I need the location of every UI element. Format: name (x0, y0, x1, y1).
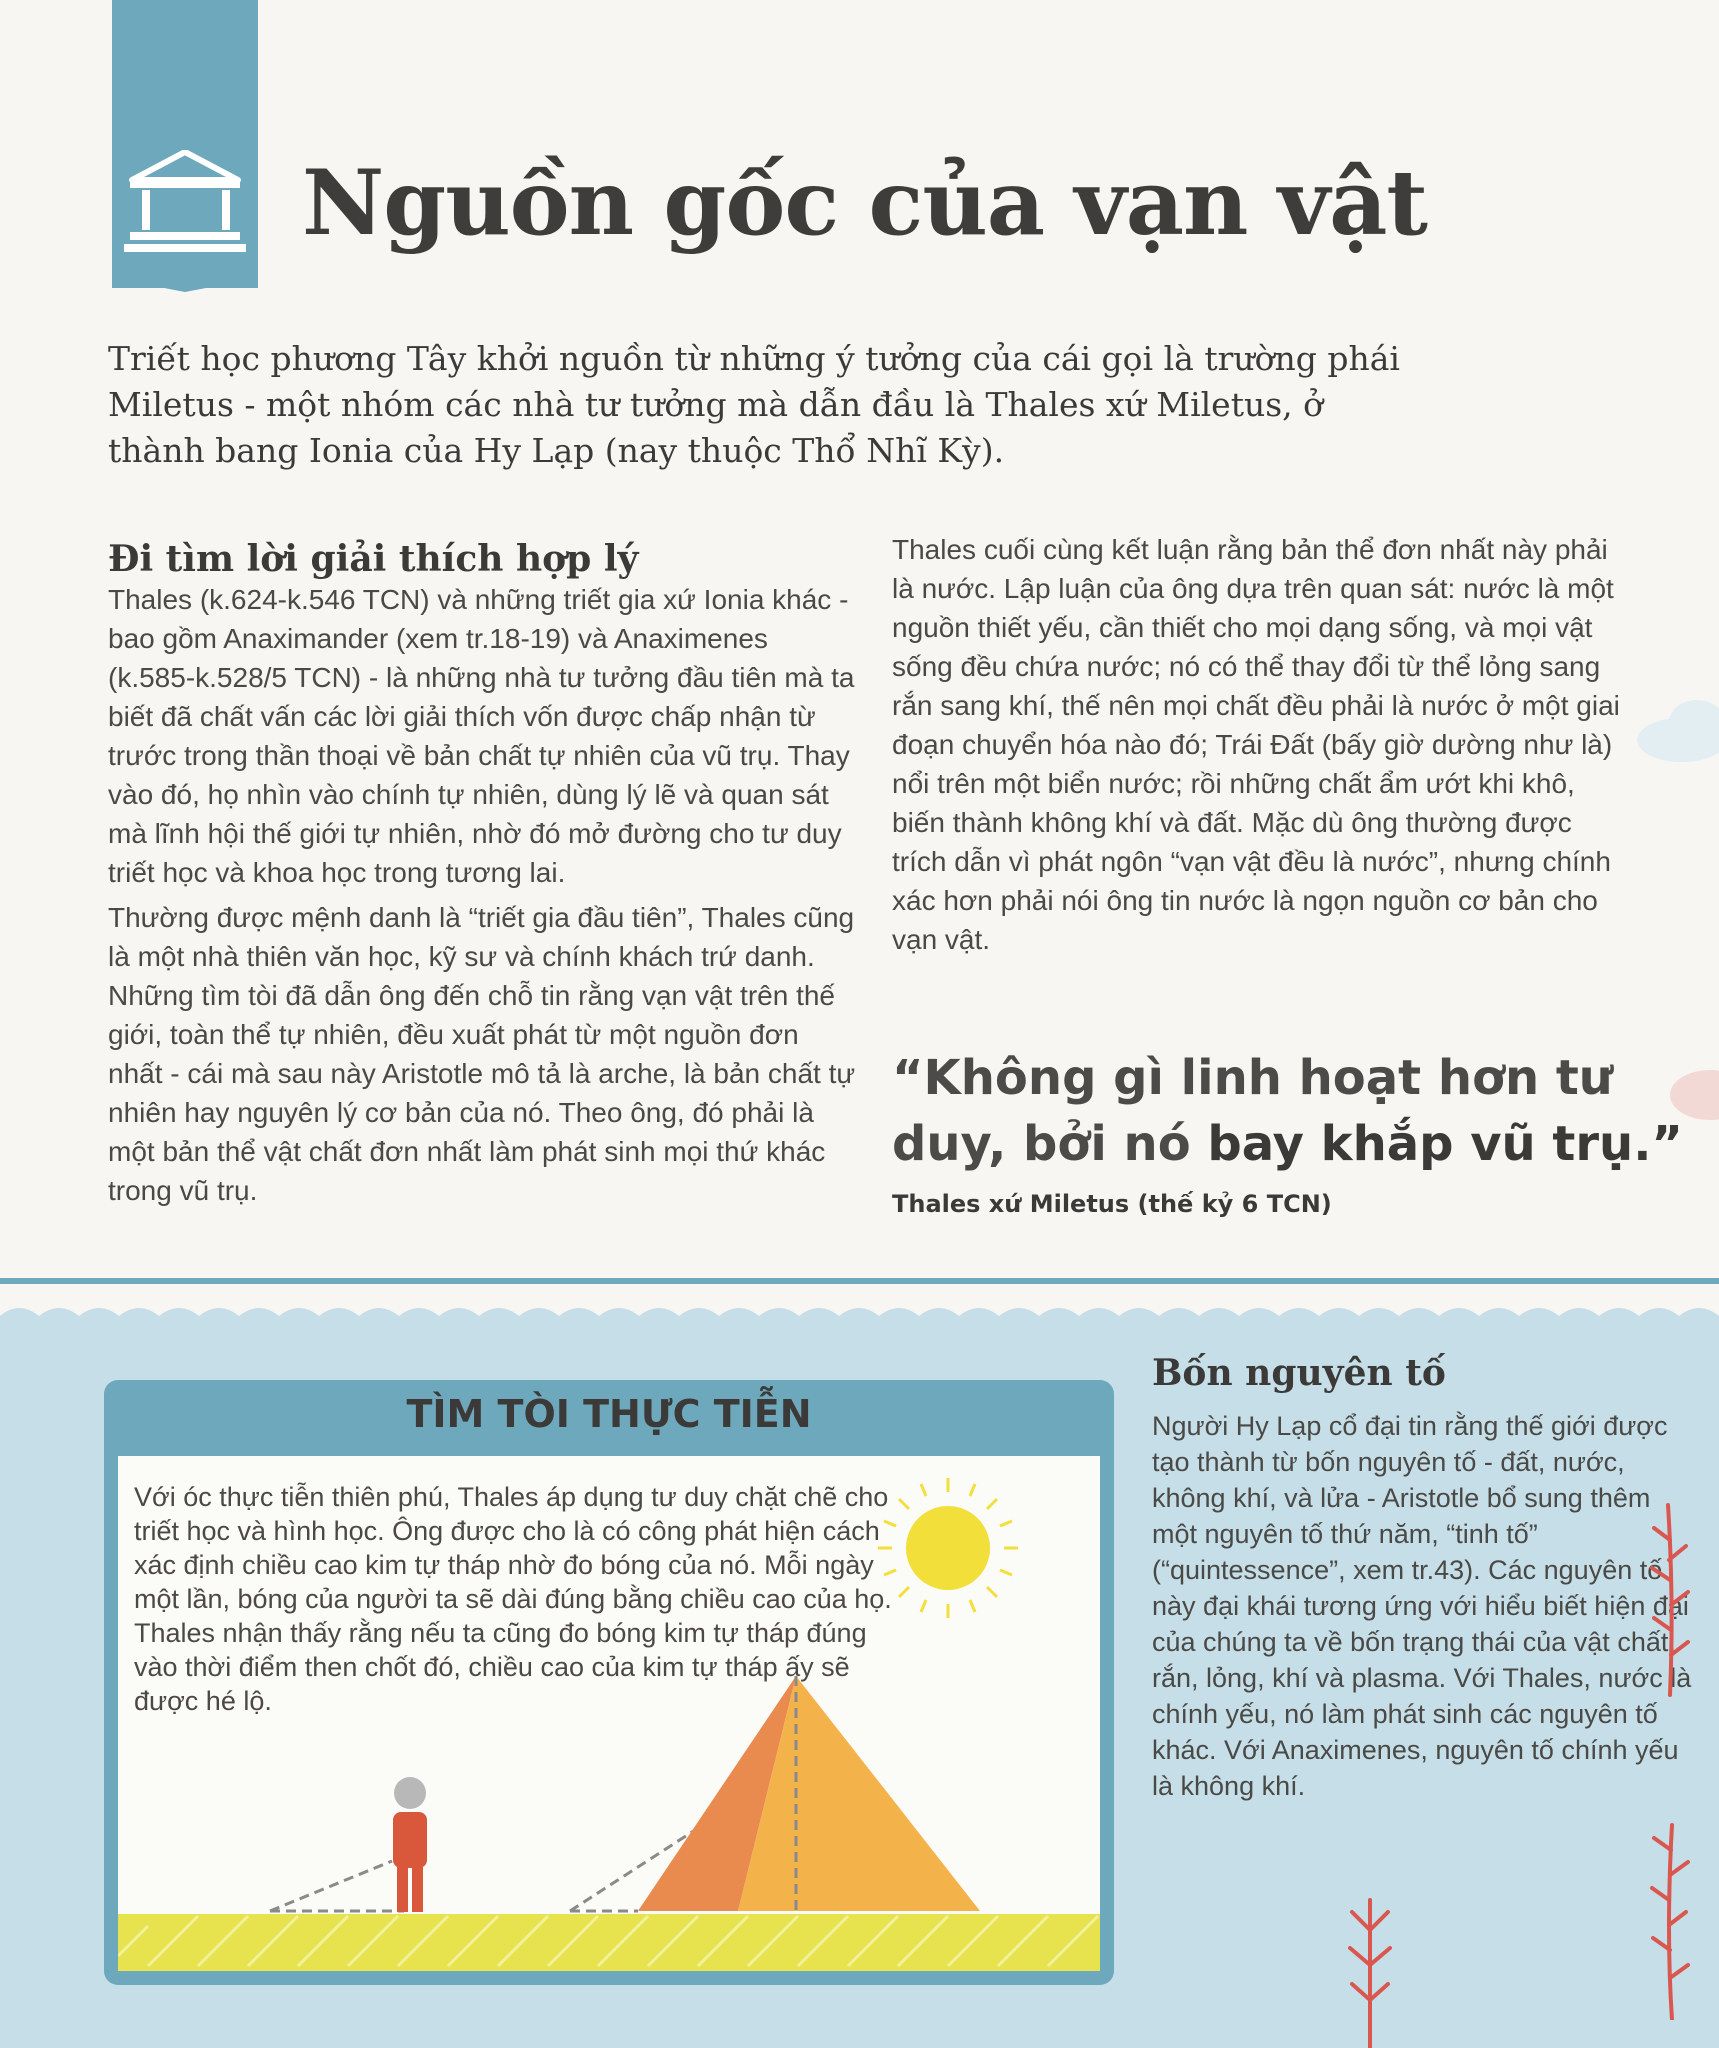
temple-icon (122, 150, 248, 258)
banner-notch (112, 268, 258, 294)
practical-box-title: TÌM TÒI THỰC TIỄN (406, 1392, 812, 1436)
body-paragraph-3: Thales cuối cùng kết luận rằng bản thể đơn nhất này phải là nước. Lập luận của ông dựa trên quan sát: nước là một nguồn thiết yếu, cần thiết cho mọi dạng sống, và mọi vật sống đều chứa nước; nó có thể thay đổi từ thể lỏng sang rắn sang khí, thế nên mọi chất đều phải là nước ở một giai đoạn chuyển hóa nào đó; Trái Đất (bấy giờ dường như là) nổi trên một biển nước; rồi những chất ẩm ướt khi khô, biến thành không khí và đất. Mặc dù ông thường được trích dẫn vì phát ngôn “vạn vật đều là nước”, nhưng chính xác hơn phải nói ông tin nước là ngọn nguồn cơ bản cho vạn vật. (892, 534, 1620, 955)
cloud-icon-2 (1660, 1050, 1719, 1130)
elements-text: Người Hy Lạp cổ đại tin rằng thế giới được tạo thành từ bốn nguyên tố - đất, nước, không khí, và lửa - Aristotle bổ sung thêm một nguyên tố thứ năm, “tinh tố” (“quintessence”, xem tr.43). Các nguyên tố này đại khái tương ứng với hiểu biết hiện đại của chúng ta về bốn trạng thái của vật chất: rắn, lỏng, khí và plasma. Với Thales, nước là chính yếu, nó làm phát sinh các nguyên tố khác. Với Anaximenes, nguyên tố chính yếu là không khí. (1152, 1411, 1692, 1801)
body-paragraph-1: Thales (k.624-k.546 TCN) và những triết gia xứ Ionia khác - bao gồm Anaximander (xem tr.18-19) và Anaximenes (k.585-k.528/5 TCN) - là những nhà tư tưởng đầu tiên mà ta biết đã chất vấn các lời giải thích vốn được chấp nhận từ trước trong thần thoại về bản chất tự nhiên của vũ trụ. Thay vào đó, họ nhìn vào chính tự nhiên, dùng lý lẽ và quan sát mà lĩnh hội thế giới tự nhiên, nhờ đó mở đường cho tư duy triết học và khoa học trong tương lai. (108, 584, 855, 888)
cloud-icon (1612, 690, 1719, 770)
wave-border (0, 1270, 1719, 1340)
pyramid-icon (638, 1676, 980, 1911)
quote-part-2: bay khắp vũ trụ.” (1207, 1116, 1683, 1172)
coral-icon (1640, 1500, 1700, 1700)
ground (118, 1914, 1100, 1971)
right-column (892, 530, 1632, 959)
section-heading: Đi tìm lời giải thích hợp lý (108, 538, 639, 580)
pull-quote (892, 1045, 1692, 1177)
elements-heading: Bốn nguyên tố (1152, 1352, 1446, 1394)
pyramid-illustration (118, 1456, 1100, 1971)
coral-icon-3 (1330, 1890, 1410, 2048)
intro-paragraph: Triết học phương Tây khởi nguồn từ những ý tưởng của cái gọi là trường phái Miletus - một nhóm các nhà tư tưởng mà dẫn đầu là Thales xứ Miletus, ở thành bang Ionia của Hy Lạp (nay thuộc Thổ Nhĩ Kỳ). (108, 339, 1400, 470)
quote-part-1: “Không gì linh hoạt hơn tư duy, bởi nó (892, 1050, 1613, 1172)
body-paragraph-2: Thường được mệnh danh là “triết gia đầu tiên”, Thales cũng là một nhà thiên văn học, kỹ sư và chính khách trứ danh. Những tìm tòi đã dẫn ông đến chỗ tin rằng vạn vật trên thế giới, toàn thể tự nhiên, đều xuất phát từ một nguồn đơn nhất - cái mà sau này Aristotle mô tả là arche, là bản chất tự nhiên hay nguyên lý cơ bản của nó. Theo ông, đó phải là một bản thể vật chất đơn nhất làm phát sinh mọi thứ khác trong vũ trụ. (108, 902, 856, 1206)
left-column (108, 580, 858, 1210)
quote-attribution: Thales xứ Miletus (thế kỷ 6 TCN) (892, 1190, 1332, 1218)
coral-icon-2 (1640, 1820, 1700, 2020)
page-title: Nguồn gốc của vạn vật (302, 150, 1427, 256)
sun-icon (878, 1478, 1018, 1618)
practical-box-text: Với óc thực tiễn thiên phú, Thales áp dụng tư duy chặt chẽ cho triết học và hình học. Ông được cho là có công phát hiện cách xác định chiều cao kim tự tháp nhờ đo bóng của nó. Mỗi ngày một lần, bóng của người ta sẽ dài đúng bằng chiều cao của họ. Thales nhận thấy rằng nếu ta cũng đo bóng kim tự tháp đúng vào thời điểm then chốt đó, chiều cao của kim tự tháp ấy sẽ được hé lộ. (134, 1482, 892, 1716)
person-icon (393, 1777, 427, 1912)
